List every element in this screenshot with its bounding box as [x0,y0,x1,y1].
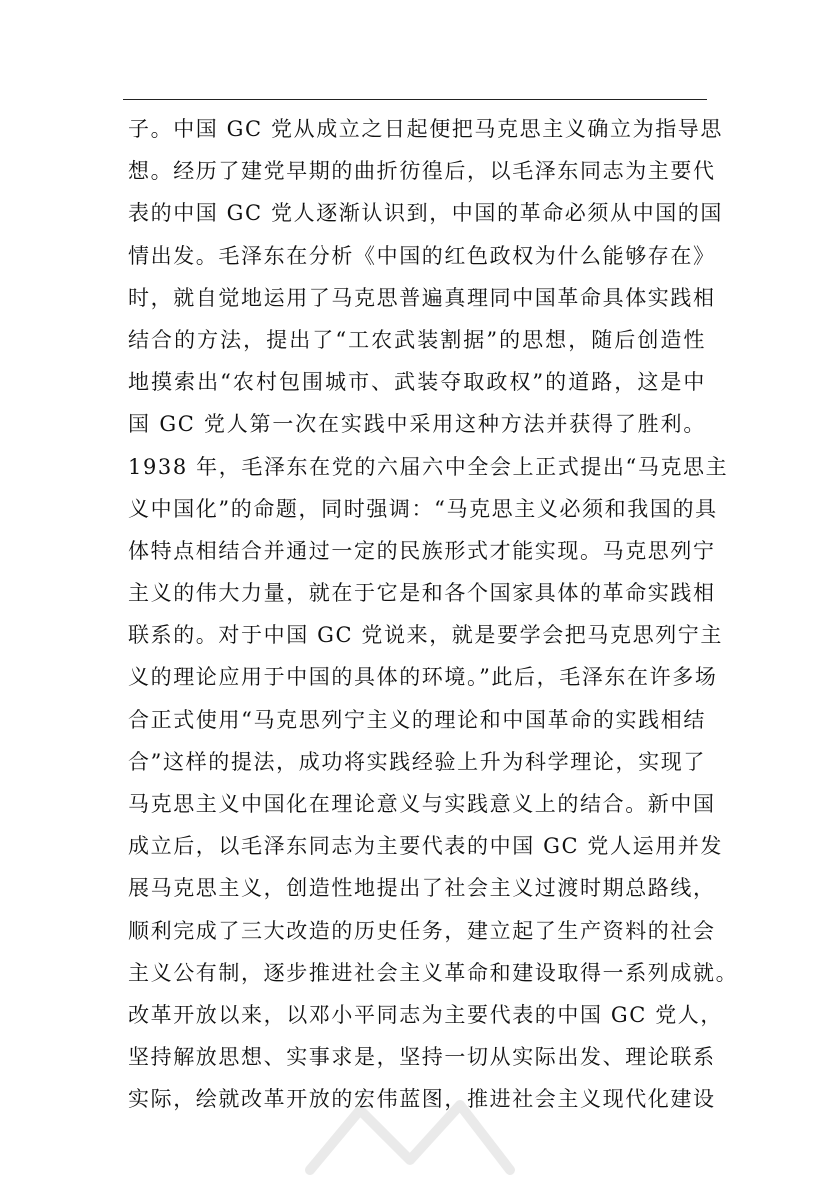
text-line: 成立后，以毛泽东同志为主要代表的中国 GC 党人运用并发 [128,834,723,859]
text-line: 1938 年，毛泽东在党的六届六中全会上正式提出“马克思主 [128,454,729,479]
text-line: 义中国化”的命题，同时强调：“马克思主义必须和我国的具 [128,496,718,521]
text-line: 子。中国 GC 党从成立之日起便把马克思主义确立为指导思 [128,117,723,141]
text-line: 合正式使用“马克思列宁主义的理论和中国革命的实践相结 [128,707,706,732]
text-line: 想。经历了建党早期的曲折彷徨后，以毛泽东同志为主要代 [128,159,716,184]
text-line: 国 GC 党人第一次在实践中采用这种方法并获得了胜利。 [128,412,706,437]
text-line: 主义的伟大力量，就在于它是和各个国家具体的革命实践相 [128,581,716,606]
text-line: 顺利完成了三大改造的历史任务，建立起了生产资料的社会 [128,918,716,943]
text-line: 合”这样的提法，成功将实践经验上升为科学理论，实现了 [128,749,706,774]
header-rule [123,99,707,100]
text-line: 体特点相结合并通过一定的民族形式才能实现。马克思列宁 [128,538,716,563]
text-line: 展马克思主义，创造性地提出了社会主义过渡时期总路线， [128,876,716,901]
body-text [128,108,739,1121]
text-line: 地摸索出“农村包围城市、武装夺取政权”的道路，这是中 [128,370,706,395]
text-line: 改革开放以来，以邓小平同志为主要代表的中国 GC 党人， [128,1002,723,1027]
text-line: 联系的。对于中国 GC 党说来，就是要学会把马克思列宁主 [128,623,723,648]
watermark-graphic [300,1090,520,1180]
text-line: 情出发。毛泽东在分析《中国的红色政权为什么能够存在》 [128,243,716,268]
text-line: 结合的方法，提出了“工农武装割据”的思想，随后创造性 [128,327,706,352]
text-line: 时，就自觉地运用了马克思普遍真理同中国革命具体实践相 [128,285,716,310]
text-line: 坚持解放思想、实事求是，坚持一切从实际出发、理论联系 [128,1045,716,1070]
text-line: 义的理论应用于中国的具体的环境。”此后，毛泽东在许多场 [128,665,718,690]
text-line: 实际，绘就改革开放的宏伟蓝图，推进社会主义现代化建设 [128,1087,716,1112]
text-line: 表的中国 GC 党人逐渐认识到，中国的革命必须从中国的国 [128,201,723,226]
text-line: 主义公有制，逐步推进社会主义革命和建设取得一系列成就。 [128,960,739,985]
text-line: 马克思主义中国化在理论意义与实践意义上的结合。新中国 [128,792,716,816]
